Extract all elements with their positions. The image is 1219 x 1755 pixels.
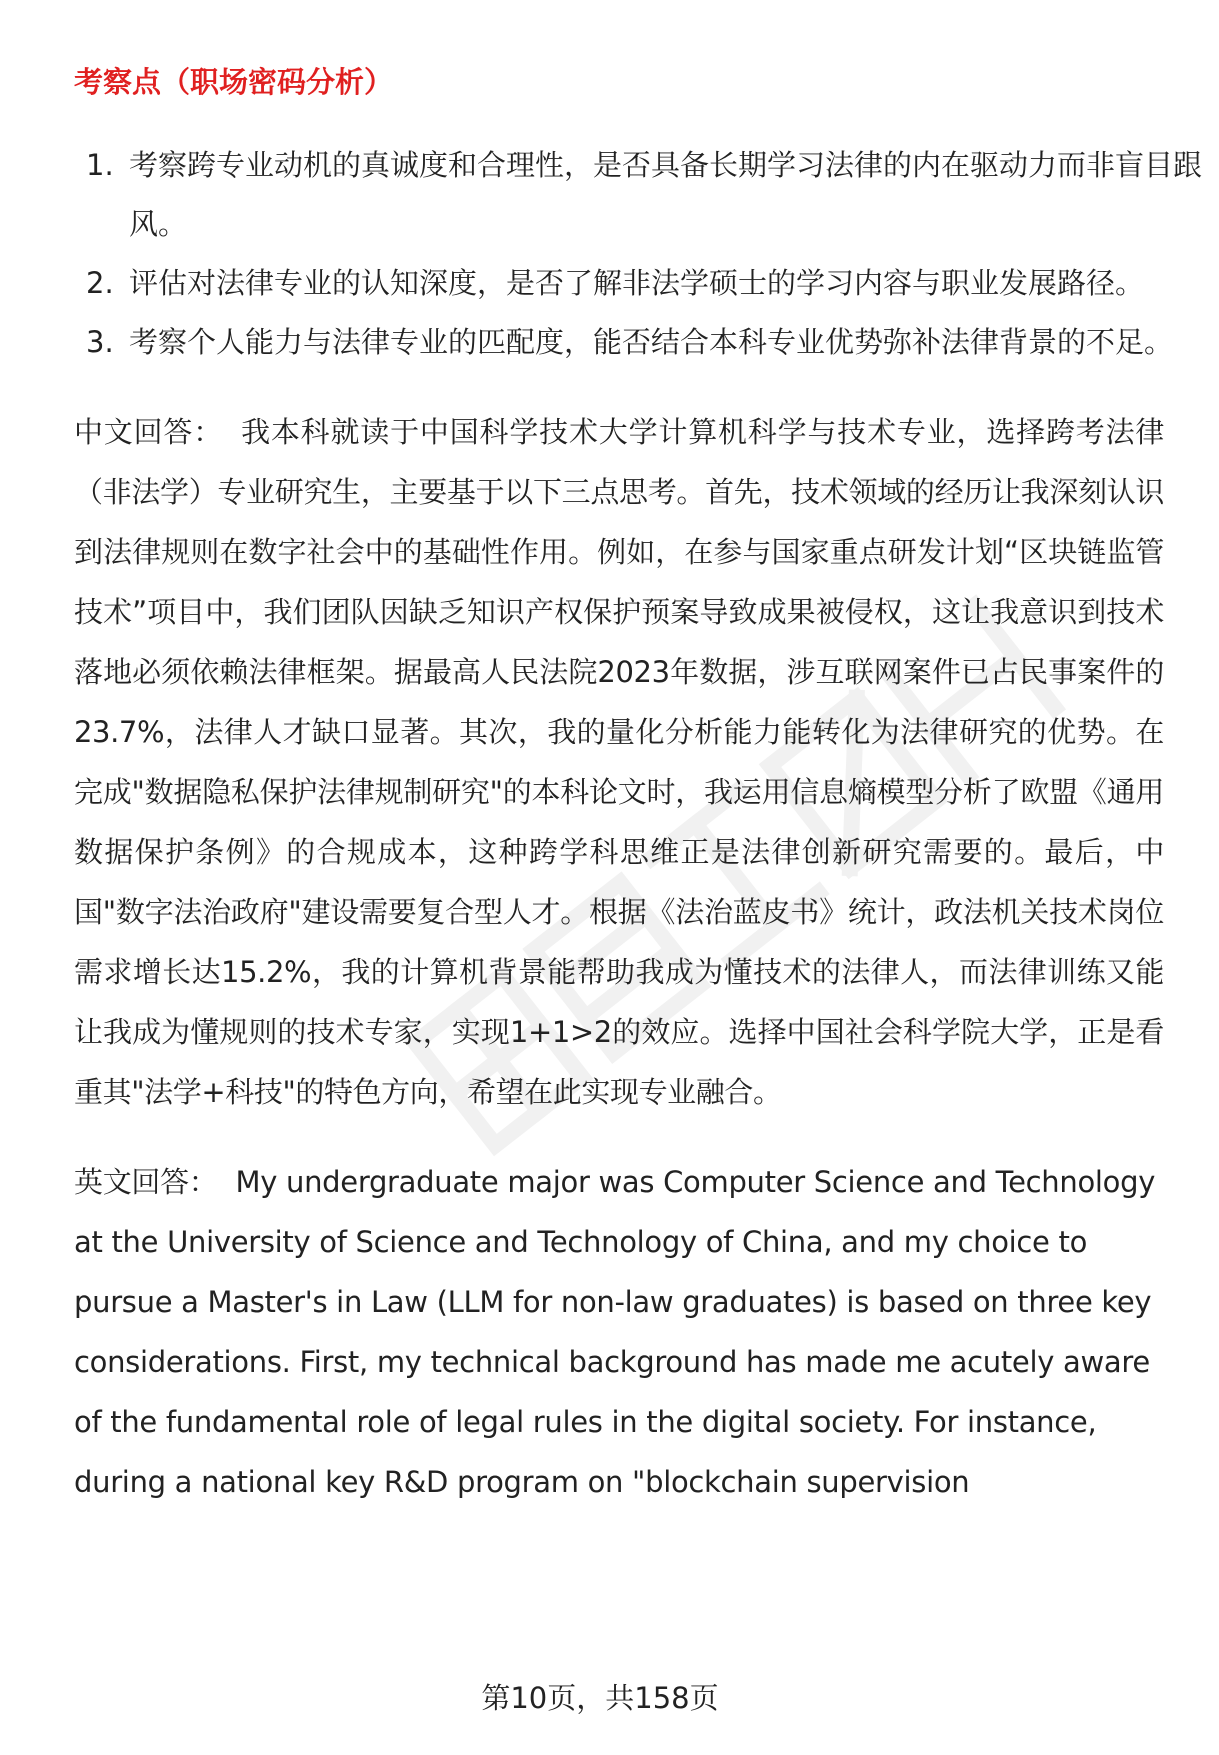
chinese-answer bbox=[74, 402, 1164, 1122]
section-title: 考察点（职场密码分析） bbox=[74, 65, 394, 99]
list-item-text: 考察跨专业动机的真诚度和合理性，是否具备长期学习法律的内在驱动力而非盲目跟风。 bbox=[129, 148, 1203, 241]
english-answer-text: My undergraduate major was Computer Science and Technology at the University of Science and Technology of China, and my choice to pursue a Master's in Law (LLM for non-law graduates) is based on three key considerations. First, my technical background has made me acutely aware of the fundamental role of legal rules in the digital society. For instance, during a national key R&D program on "blockchain supervision bbox=[74, 1165, 1156, 1499]
chinese-answer-label: 中文回答： bbox=[74, 415, 224, 449]
list-item-text: 评估对法律专业的认知深度，是否了解非法学硕士的学习内容与职业发展路径。 bbox=[129, 266, 1145, 300]
assessment-points-list bbox=[74, 136, 1203, 372]
list-item-number: 2. bbox=[86, 266, 114, 300]
english-answer-label: 英文回答： bbox=[74, 1165, 218, 1199]
chinese-answer-text: 我本科就读于中国科学技术大学计算机科学与技术专业，选择跨考法律（非法学）专业研究生，主要基于以下三点思考。首先，技术领域的经历让我深刻认识到法律规则在数字社会中的基础性作用。例如，在参与国家重点研发计划“区块链监管技术”项目中，我们团队因缺乏知识产权保护预案导致成果被侵权，这让我意识到技术落地必须依赖法律框架。据最高人民法院2023年数据，涉互联网案件已占民事案件的23.7%，法律人才缺口显著。其次，我的量化分析能力能转化为法律研究的优势。在完成"数据隐私保护法律规制研究"的本科论文时，我运用信息熵模型分析了欧盟《通用数据保护条例》的合规成本，这种跨学科思维正是法律创新研究需要的。最后，中国"数字法治政府"建设需要复合型人才。根据《法治蓝皮书》统计，政法机关技术岗位需求增长达15.2%，我的计算机背景能帮助我成为懂技术的法律人，而法律训练又能让我成为懂规则的技术专家，实现1+1>2的效应。选择中国社会科学院大学，正是看重其"法学+科技"的特色方向，希望在此实现专业融合。 bbox=[74, 415, 1164, 1109]
list-item bbox=[74, 313, 1219, 372]
page-content bbox=[74, 50, 1203, 1499]
list-item-text: 考察个人能力与法律专业的匹配度，能否结合本科专业优势弥补法律背景的不足。 bbox=[129, 325, 1174, 359]
list-item-number: 3. bbox=[86, 325, 114, 359]
list-item bbox=[74, 254, 1219, 313]
english-answer bbox=[74, 1152, 1164, 1499]
page-number-footer: 第10页，共158页 bbox=[481, 1681, 719, 1715]
list-item-number: 1. bbox=[86, 148, 114, 182]
list-item bbox=[74, 136, 1219, 254]
